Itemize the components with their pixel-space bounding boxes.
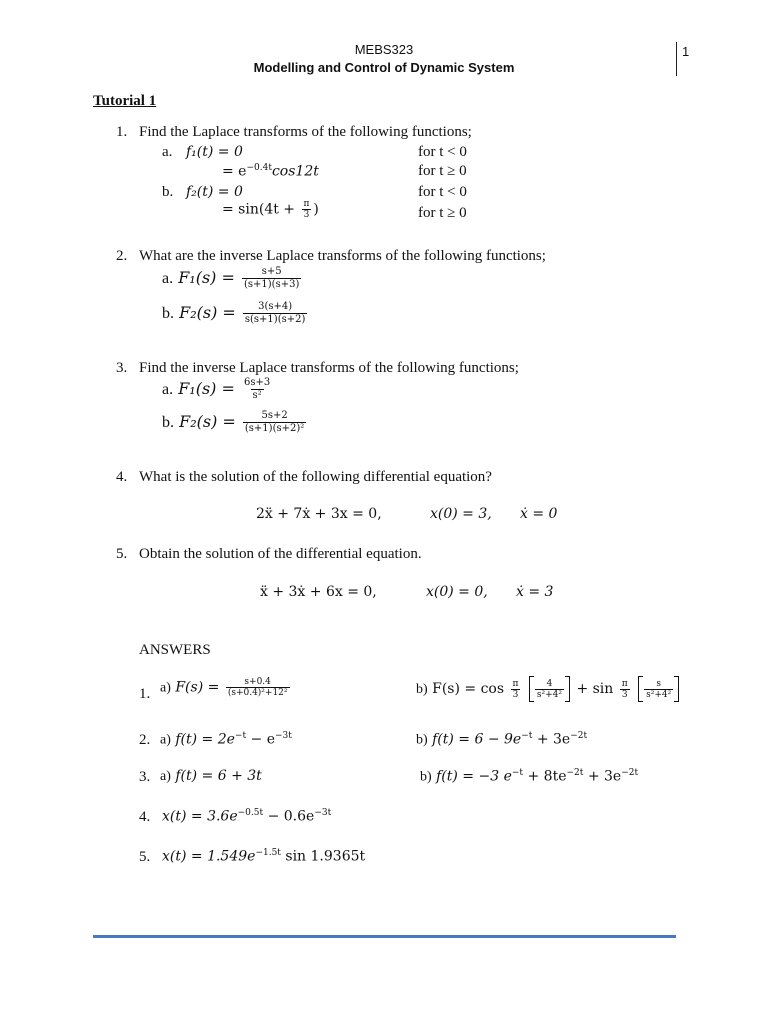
- q2b-expr: b. F₂(s) = $\frac{3(s+4)}{s(s+1)(s+2)}$: [162, 301, 306, 325]
- q1a-cond2: for t ≥ 0: [418, 163, 467, 179]
- answers-heading: ANSWERS: [139, 642, 211, 658]
- answer-4: $x(t) = 3.6e^{-0.5t} - 0.6e^{-3t}$: [162, 808, 332, 825]
- q1a-label: a.: [162, 144, 173, 160]
- answer-1a: a) F(s) = $\frac{s+0.4}{\text{(s+0.4)²+12²}}$: [160, 677, 288, 698]
- answer-1-number: 1.: [139, 686, 151, 702]
- page-number: 1: [682, 44, 690, 59]
- tutorial-title: Tutorial 1: [93, 93, 157, 109]
- question-2-text: What are the inverse Laplace transforms of the following functions;: [139, 248, 546, 264]
- question-4-number: 4.: [116, 469, 128, 485]
- answer-3a: a) f(t) = 6 + 3t: [160, 768, 262, 784]
- question-1-number: 1.: [116, 124, 128, 140]
- answer-2a: a) $f(t) = 2e^{-t} - e^{-3t}$: [160, 731, 292, 748]
- answer-5-number: 5.: [139, 849, 151, 865]
- footer-divider: [93, 935, 676, 938]
- q3b-expr: b. F₂(s) = $\frac{5s+2}{\text{(s+1)(s+2)²}}$: [162, 410, 305, 434]
- question-5-number: 5.: [116, 546, 128, 562]
- q5-initial-condition-2: ẋ = 3: [516, 584, 554, 600]
- answer-3-number: 3.: [139, 769, 151, 785]
- q1b-cond1: for t < 0: [418, 184, 467, 200]
- q5-equation: ẍ + 3ẋ + 6x = 0,: [260, 584, 377, 600]
- q1a-cond1: for t < 0: [418, 144, 467, 160]
- answer-2-number: 2.: [139, 732, 151, 748]
- question-1-text: Find the Laplace transforms of the following functions;: [139, 124, 472, 140]
- question-3-number: 3.: [116, 360, 128, 376]
- q3a-expr: a. F₁(s) = $\frac{6s+3}{\text{s²}}$: [162, 377, 271, 401]
- q1a-line1: f₁(t) = 0: [186, 144, 243, 160]
- course-code: MEBS323: [354, 42, 414, 57]
- q1b-label: b.: [162, 184, 174, 200]
- answer-5: $x(t) = 1.549e^{-1.5t}$ sin 1.9365t: [162, 848, 366, 865]
- q4-equation: 2ẍ + 7ẋ + 3x = 0,: [256, 506, 382, 522]
- answer-1b: b) F(s) = cos $\frac{\pi}{3}$ $\frac{4}{\text{s²+4²}}$ + sin $\frac{\pi}{3}$ $\frac{s}{\text{s²+4²}}$: [416, 676, 681, 702]
- q1a-line2: = $e^{-0.4t}\cos 12t$: [222, 163, 319, 180]
- q2a-expr: a. F₁(s) = $\frac{s+5}{(s+1)(s+3)}$: [162, 266, 300, 290]
- page-number-divider: [676, 42, 677, 76]
- q4-initial-condition-1: x(0) = 3,: [430, 506, 492, 522]
- q5-initial-condition-1: x(0) = 0,: [426, 584, 488, 600]
- q1b-cond2: for t ≥ 0: [418, 205, 467, 221]
- question-2-number: 2.: [116, 248, 128, 264]
- q1b-line1: f₂(t) = 0: [186, 184, 243, 200]
- answer-3b: b) f(t) = −3 $e^{-t} + 8te^{-2t} + 3e^{-2t}$: [420, 768, 639, 785]
- q1b-line2: = sin(4t + $\frac{\pi}{3}$ ): [222, 199, 319, 220]
- question-5-text: Obtain the solution of the differential equation.: [139, 546, 422, 562]
- question-4-text: What is the solution of the following differential equation?: [139, 469, 492, 485]
- q4-initial-condition-2: ẋ = 0: [520, 506, 558, 522]
- answer-2b: b) $f(t) = 6 - 9e^{-t} + 3e^{-2t}$: [416, 731, 588, 748]
- course-title: Modelling and Control of Dynamic System: [253, 60, 515, 75]
- question-3-text: Find the inverse Laplace transforms of the following functions;: [139, 360, 519, 376]
- answer-4-number: 4.: [139, 809, 151, 825]
